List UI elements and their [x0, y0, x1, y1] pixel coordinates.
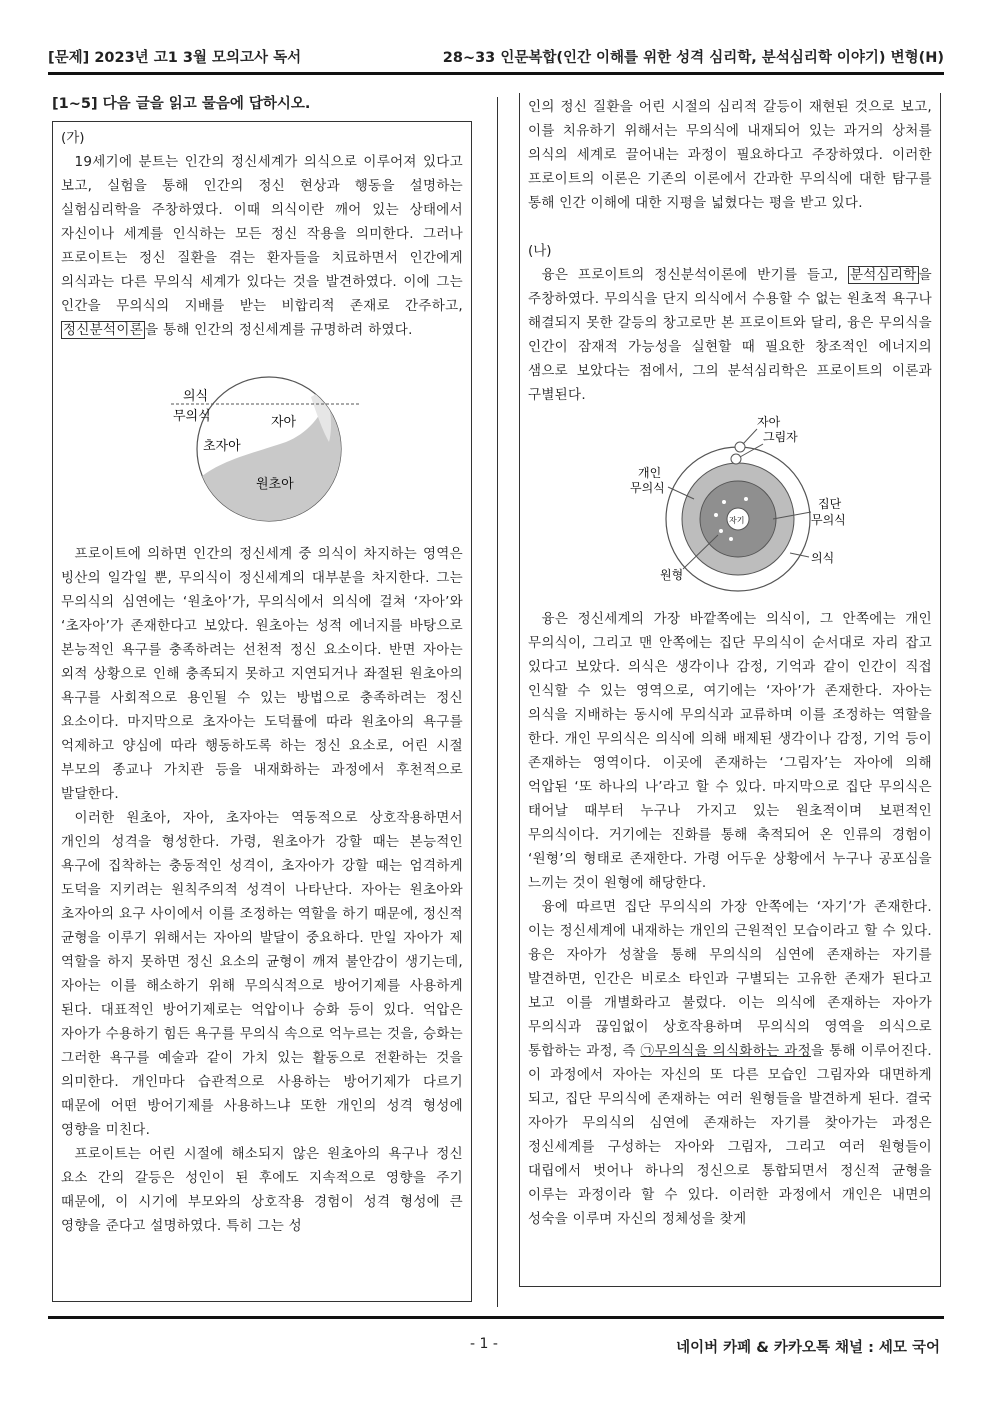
label-archetype: 원형 — [660, 568, 684, 582]
archetype-dot — [729, 537, 733, 541]
ga-paragraph-1 — [61, 150, 463, 342]
label-self: 자기 — [729, 516, 745, 525]
na-p1-text-b: 을 주창하였다. 무의식을 단지 의식에서 수용할 수 없는 원초적 욕구나 해결되지 못한 갈등의 창고로만 본 프로이트와 달리, 융은 무의식을 인간이 잠재적 가능성을 실현할 때 필요한 창조적인 에너지의 샘으로 보았다는 점에서, 그의 분석심리학은 프로이트의 이론과 구별된다. — [528, 267, 932, 403]
ego-pointer — [743, 429, 757, 444]
label-id: 원초아 — [256, 477, 294, 492]
header-rule — [48, 72, 944, 75]
label-consciousness: 의식 — [183, 389, 209, 404]
label-consciousness: 의식 — [811, 551, 835, 565]
shadow-circle — [731, 454, 741, 464]
na-paragraph-1 — [528, 263, 932, 407]
freud-diagram — [61, 342, 465, 542]
label-ego: 자아 — [271, 415, 297, 430]
jung-diagram — [528, 407, 932, 607]
archetype-dot — [722, 500, 726, 504]
archetype-dot — [744, 497, 748, 501]
archetype-dot — [714, 513, 718, 517]
passage-ga — [52, 121, 472, 1302]
label-collective-unconscious-1: 집단 — [818, 497, 842, 511]
na-paragraph-2: 융은 정신세계의 가장 바깥쪽에는 의식이, 그 안쪽에는 개인 무의식이, 그리고 맨 안쪽에는 집단 무의식이 순서대로 자리 잡고 있다고 보았다. 의식은 생각이나 감정, 기억과 같이 인간이 직접 인식할 수 있는 영역으로, 여기에는 ‘자아’가 존재한다. 자아는 의식을 지배하는 동시에 무의식과 교류하며 이를 조정하는 역할을 한다. 개인 무의식은 의식에 의해 배제된 생각이나 감정, 기억 등이 존재하는 영역이다. 이곳에 존재하는 ‘그림자’는 자아에 의해 억압된 ‘또 하나의 나’라고 할 수 있다. 마지막으로 집단 무의식은 태어날 때부터 누구나 가지고 있는 원초적이며 보편적인 무의식이다. 거기에는 진화를 통해 축적되어 온 인류의 경험이 ‘원형’의 형태로 존재한다. 가령 어두운 상황에서 누구나 공포심을 느끼는 것이 원형에 해당한다. — [528, 611, 932, 891]
label-superego: 초자아 — [203, 439, 241, 454]
label-unconscious: 무의식 — [173, 409, 211, 424]
boxed-term-analytical-psychology: 분석심리학 — [849, 267, 917, 283]
ga-paragraph-2: 프로이트에 의하면 인간의 정신세계 중 의식이 차지하는 영역은 빙산의 일각일 뿐, 무의식이 정신세계의 대부분을 차지한다. 그는 무의식의 심연에는 ‘원초아’가, 무의식에서 의식에 걸쳐 ‘자아’와 ‘초자아’가 존재한다고 보았다. 원초아는 성적 에너지를 바탕으로 본능적인 욕구를 충족하려는 선천적 정신 요소이다. 반면 자아는 외적 상황으로 인해 충족되지 못하고 지연되거나 좌절된 원초아의 욕구를 사회적으로 용인될 수 있는 방법으로 충족하려는 정신 요소이다. 마지막으로 초자아는 도덕률에 따라 원초아의 욕구를 억제하고 양심에 따라 행동하도록 하는 정신 요소로, 어린 시절 부모의 종교나 가치관 등을 내재화하는 과정에서 후천적으로 발달한다. — [61, 546, 463, 802]
na-paragraph-3 — [528, 895, 932, 1231]
header-right: 28~33 인문복합(인간 이해를 위한 성격 심리학, 분석심리학 이야기) 변형(H) — [442, 50, 944, 66]
na-p1-text-a: 융은 프로이트의 정신분석이론에 반기를 들고, — [541, 267, 848, 283]
jung-psyche-figure — [528, 407, 932, 607]
label-shadow: 그림자 — [763, 430, 798, 444]
ga-paragraph-3: 이러한 원초아, 자아, 초자아는 역동적으로 상호작용하면서 개인의 성격을 형성한다. 가령, 원초아가 강할 때는 본능적인 욕구에 집착하는 충동적인 성격이, 초자아가 강할 때는 엄격하게 도덕을 지키려는 원칙주의적 성격이 나타난다. 자아는 원초아와 초자아의 요구 사이에서 이를 조정하는 역할을 하기 때문에, 정신적 균형을 이루기 위해서는 자아의 발달이 중요하다. 만일 자아가 제 역할을 하지 못하면 정신 요소의 균형이 깨져 불안감이 생기는데, 자아는 이를 해소하기 위해 무의식적으로 방어기제를 사용하게 된다. 대표적인 방어기제로는 억압이나 승화 등이 있다. 억압은 자아가 수용하기 힘든 욕구를 무의식 속으로 억누르는 것을, 승화는 그러한 욕구를 예술과 같이 가치 있는 활동으로 전환하는 것을 의미한다. 개인마다 습관적으로 사용하는 방어기제가 다르기 때문에 어떤 방어기제를 사용하느냐 또한 개인의 성격 형성에 영향을 미친다. — [61, 810, 463, 1138]
column-divider — [497, 97, 498, 1307]
boxed-term-psychoanalysis: 정신분석이론 — [63, 322, 144, 338]
footer-rule — [48, 1316, 944, 1319]
ga-p1-text-a: 19세기에 분트는 인간의 정신세계가 의식으로 이루어져 있다고 보고, 실험을 통해 인간의 정신 현상과 행동을 설명하는 실험심리학을 주창하였다. 이때 의식이란 깨어 있는 상태에서 자신이나 세계를 인식하는 모든 정신 작용을 의미한다. 그러나 프로이트는 정신 질환을 겪는 환자들을 치료하면서 인간에게 의식과는 다른 무의식 세계가 있다는 것을 발견하였다. 이에 그는 인간을 무의식의 지배를 받는 비합리적 존재로 간주하고, — [61, 154, 463, 314]
question-instruction: [1~5] 다음 글을 읽고 물음에 답하시오. — [52, 96, 311, 112]
section-label-na: (나) — [528, 243, 552, 259]
ga-p1-text-b: 을 통해 인간의 정신세계를 규명하려 하였다. — [145, 322, 413, 338]
label-ego: 자아 — [757, 415, 781, 429]
freud-iceberg-figure — [61, 342, 463, 542]
na-p3-text-a: 융에 따르면 집단 무의식의 가장 안쪽에는 ‘자기’가 존재한다. 이는 정신세계에 내재하는 개인의 근원적인 모습이라고 할 수 있다. 융은 자아가 성찰을 통해 무의식의 심연에 존재하는 자기를 발견하면, 인간은 비로소 타인과 구별되는 고유한 존재가 된다고 보고 이를 개별화라고 불렀다. 이는 의식에 존재하는 자아가 무의식과 끊임없이 상호작용하며 무의식의 영역을 의식으로 통합하는 과정, 즉 — [528, 899, 932, 1059]
underlined-phrase-giyeok: ㉠무의식을 의식화하는 과정 — [640, 1043, 811, 1059]
label-personal-unconscious-2: 무의식 — [630, 481, 665, 495]
header-left: [문제] 2023년 고1 3월 모의고사 독서 — [48, 50, 302, 66]
label-collective-unconscious-2: 무의식 — [811, 513, 846, 527]
footer-channel: 네이버 카페 & 카카오톡 채널 : 세모 국어 — [676, 1340, 940, 1356]
ga-continuation: 인의 정신 질환을 어린 시절의 심리적 갈등이 재현된 것으로 보고, 이를 치유하기 위해서는 무의식에 내재되어 있는 과거의 상처를 의식의 세계로 끌어내는 과정이 필요하다고 주장하였다. 이러한 프로이트의 이론은 기존의 이론에서 간과한 무의식에 대한 탐구를 통해 인간 이해에 대한 지평을 넓혔다는 평을 받고 있다. — [528, 99, 932, 211]
page-number: - 1 - — [470, 1336, 498, 1352]
na-p3-text-b: 을 통해 이루어진다. 이 과정에서 자아는 자신의 또 다른 모습인 그림자와 대면하게 되고, 집단 무의식에 존재하는 여러 원형들을 발견하게 된다. 결국 자아가 무의식의 심연에 존재하는 자기를 찾아가는 과정은 정신세계를 구성하는 자아와 그림자, 그리고 여러 원형들이 대립에서 벗어나 하나의 정신으로 통합되면서 정신적 균형을 이루는 과정이라 할 수 있다. 이러한 과정에서 개인은 내면의 성숙을 이루며 자신의 정체성을 찾게 — [528, 1043, 932, 1227]
page-header — [48, 40, 944, 70]
section-label-ga: (가) — [61, 130, 85, 146]
label-personal-unconscious-1: 개인 — [638, 466, 662, 480]
ga-paragraph-4: 프로이트는 어린 시절에 해소되지 않은 원초아의 욕구나 정신 요소 간의 갈등은 성인이 된 후에도 지속적으로 영향을 주기 때문에, 이 시기에 부모와의 상호작용 경험이 성격 형성에 큰 영향을 준다고 설명하였다. 특히 그는 성 — [61, 1146, 463, 1234]
archetype-dot — [719, 529, 723, 533]
passage-na — [519, 93, 941, 1287]
spacer — [528, 215, 932, 239]
